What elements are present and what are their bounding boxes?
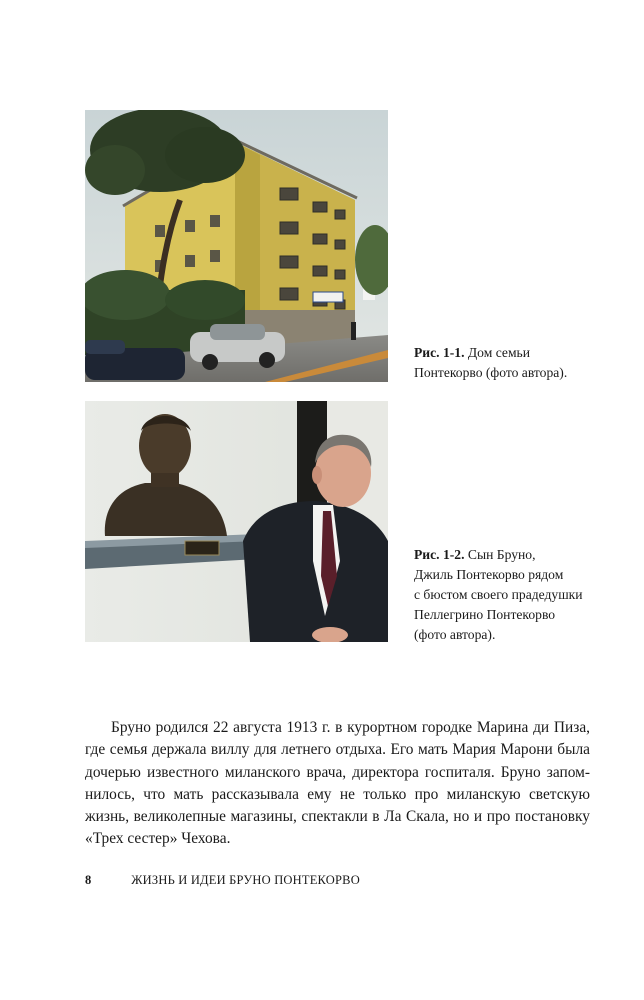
figure-caption-1	[414, 343, 614, 383]
body-line-1: Бруно родился 22 августа 1913 г. в курортном городке Марина ди Пиза,	[111, 719, 590, 736]
body-line-5: жизнь, великолепные магазины, спектакли в Ла Скала, но и про постановку	[85, 808, 590, 826]
running-title: ЖИЗНЬ И ИДЕИ БРУНО ПОНТЕКОРВО	[131, 873, 360, 887]
body-line-3: дочерью известного миланского врача, директора госпиталя. Бруно запом-	[85, 763, 590, 781]
house-photo-image	[85, 110, 388, 382]
figure-photo-bust	[85, 401, 388, 642]
figure-caption-2	[414, 545, 614, 645]
body-line-6: «Трех сестер» Чехова.	[85, 830, 231, 848]
caption-2-line-1: Рис. 1-2. Сын Бруно,	[414, 547, 536, 562]
figure-1-label: Рис. 1-1.	[414, 345, 465, 360]
figure-2-label: Рис. 1-2.	[414, 547, 465, 562]
caption-1-line-1: Рис. 1-1. Дом семьи	[414, 345, 531, 360]
figure-photo-house	[85, 110, 388, 382]
body-paragraph	[85, 717, 590, 851]
caption-2-line-4: Пеллегрино Понтекорво	[414, 607, 556, 622]
caption-2-line-3: с бюстом своего прадедушки	[414, 587, 583, 602]
body-line-2: где семья держала виллу для летнего отдыха. Его мать Мария Марони была	[85, 741, 590, 759]
caption-1-line-2: Понтекорво (фото автора).	[414, 365, 568, 380]
caption-2-line-2: Джиль Понтекорво рядом	[414, 567, 564, 582]
caption-2-line-5: (фото автора).	[414, 627, 496, 642]
bust-photo-image	[85, 401, 388, 642]
body-line-4: нилось, что мать рассказывала ему не только про миланскую светскую	[85, 785, 590, 803]
page-number: 8	[85, 873, 92, 887]
page-footer	[85, 872, 590, 888]
